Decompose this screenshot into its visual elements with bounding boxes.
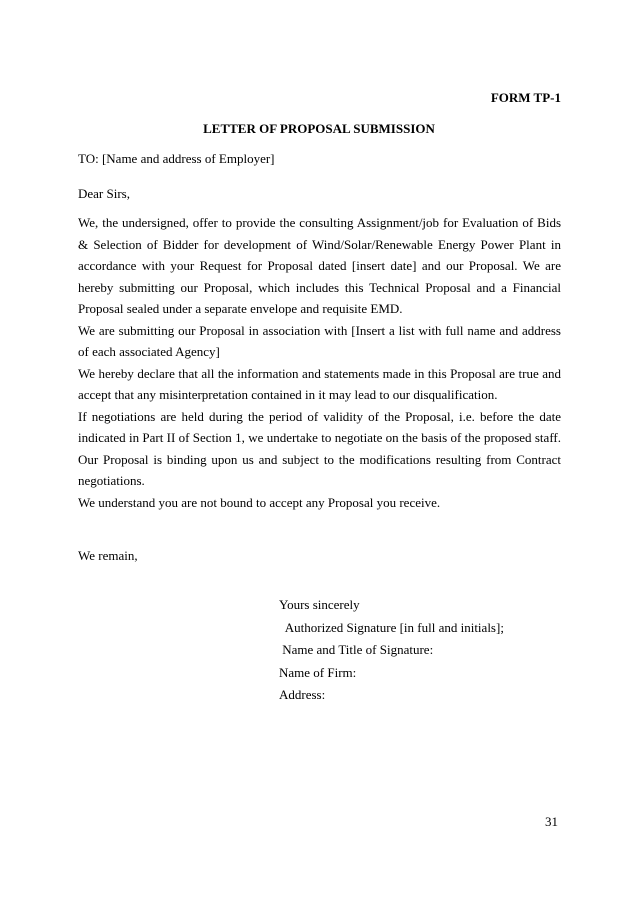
paragraph-understanding: We understand you are not bound to accept any Proposal you receive. [78, 494, 441, 510]
document-title: LETTER OF PROPOSAL SUBMISSION [203, 121, 435, 136]
name-title-line: Name and Title of Signature: [279, 642, 434, 657]
paragraph-association: We are submitting our Proposal in association with [Insert a list with full name and address of each associated Agency] [78, 322, 561, 359]
salutation: Dear Sirs, [78, 186, 130, 201]
letter-body [78, 212, 561, 513]
closing-line: We remain, [78, 548, 138, 563]
yours-sincerely: Yours sincerely [279, 597, 360, 612]
page-number: 31 [545, 814, 558, 829]
form-label: FORM TP-1 [490, 90, 561, 105]
paragraph-declaration: We hereby declare that all the information and statements made in this Proposal are true and accept that any misinterpretation contained in it may lead to our disqualification. [78, 365, 561, 402]
paragraph-negotiations: If negotiations are held during the period of validity of the Proposal, i.e. before the date indicated in Part II of Section 1, we undertake to negotiate on the basis of the proposed staff. Our Proposal is binding upon us and subject to the modifications resulting from Contract negotiations. [78, 408, 561, 488]
firm-name-line: Name of Firm: [279, 664, 357, 680]
addressee-line: TO: [Name and address of Employer] [78, 151, 275, 166]
address-line: Address: [279, 687, 326, 702]
signature-block [279, 594, 504, 707]
authorized-signature-line: Authorized Signature [in full and initials]; [279, 619, 504, 635]
paragraph-offer: We, the undersigned, offer to provide the consulting Assignment/job for Evaluation of Bids & Selection of Bidder for development of Wind/Solar/Renewable Energy Power Plant in accordance with your Request for Proposal dated [insert date] and our Proposal. We are hereby submitting our Proposal, which includes this Technical Proposal and a Financial Proposal sealed under a separate envelope and requisite EMD. [78, 215, 561, 316]
